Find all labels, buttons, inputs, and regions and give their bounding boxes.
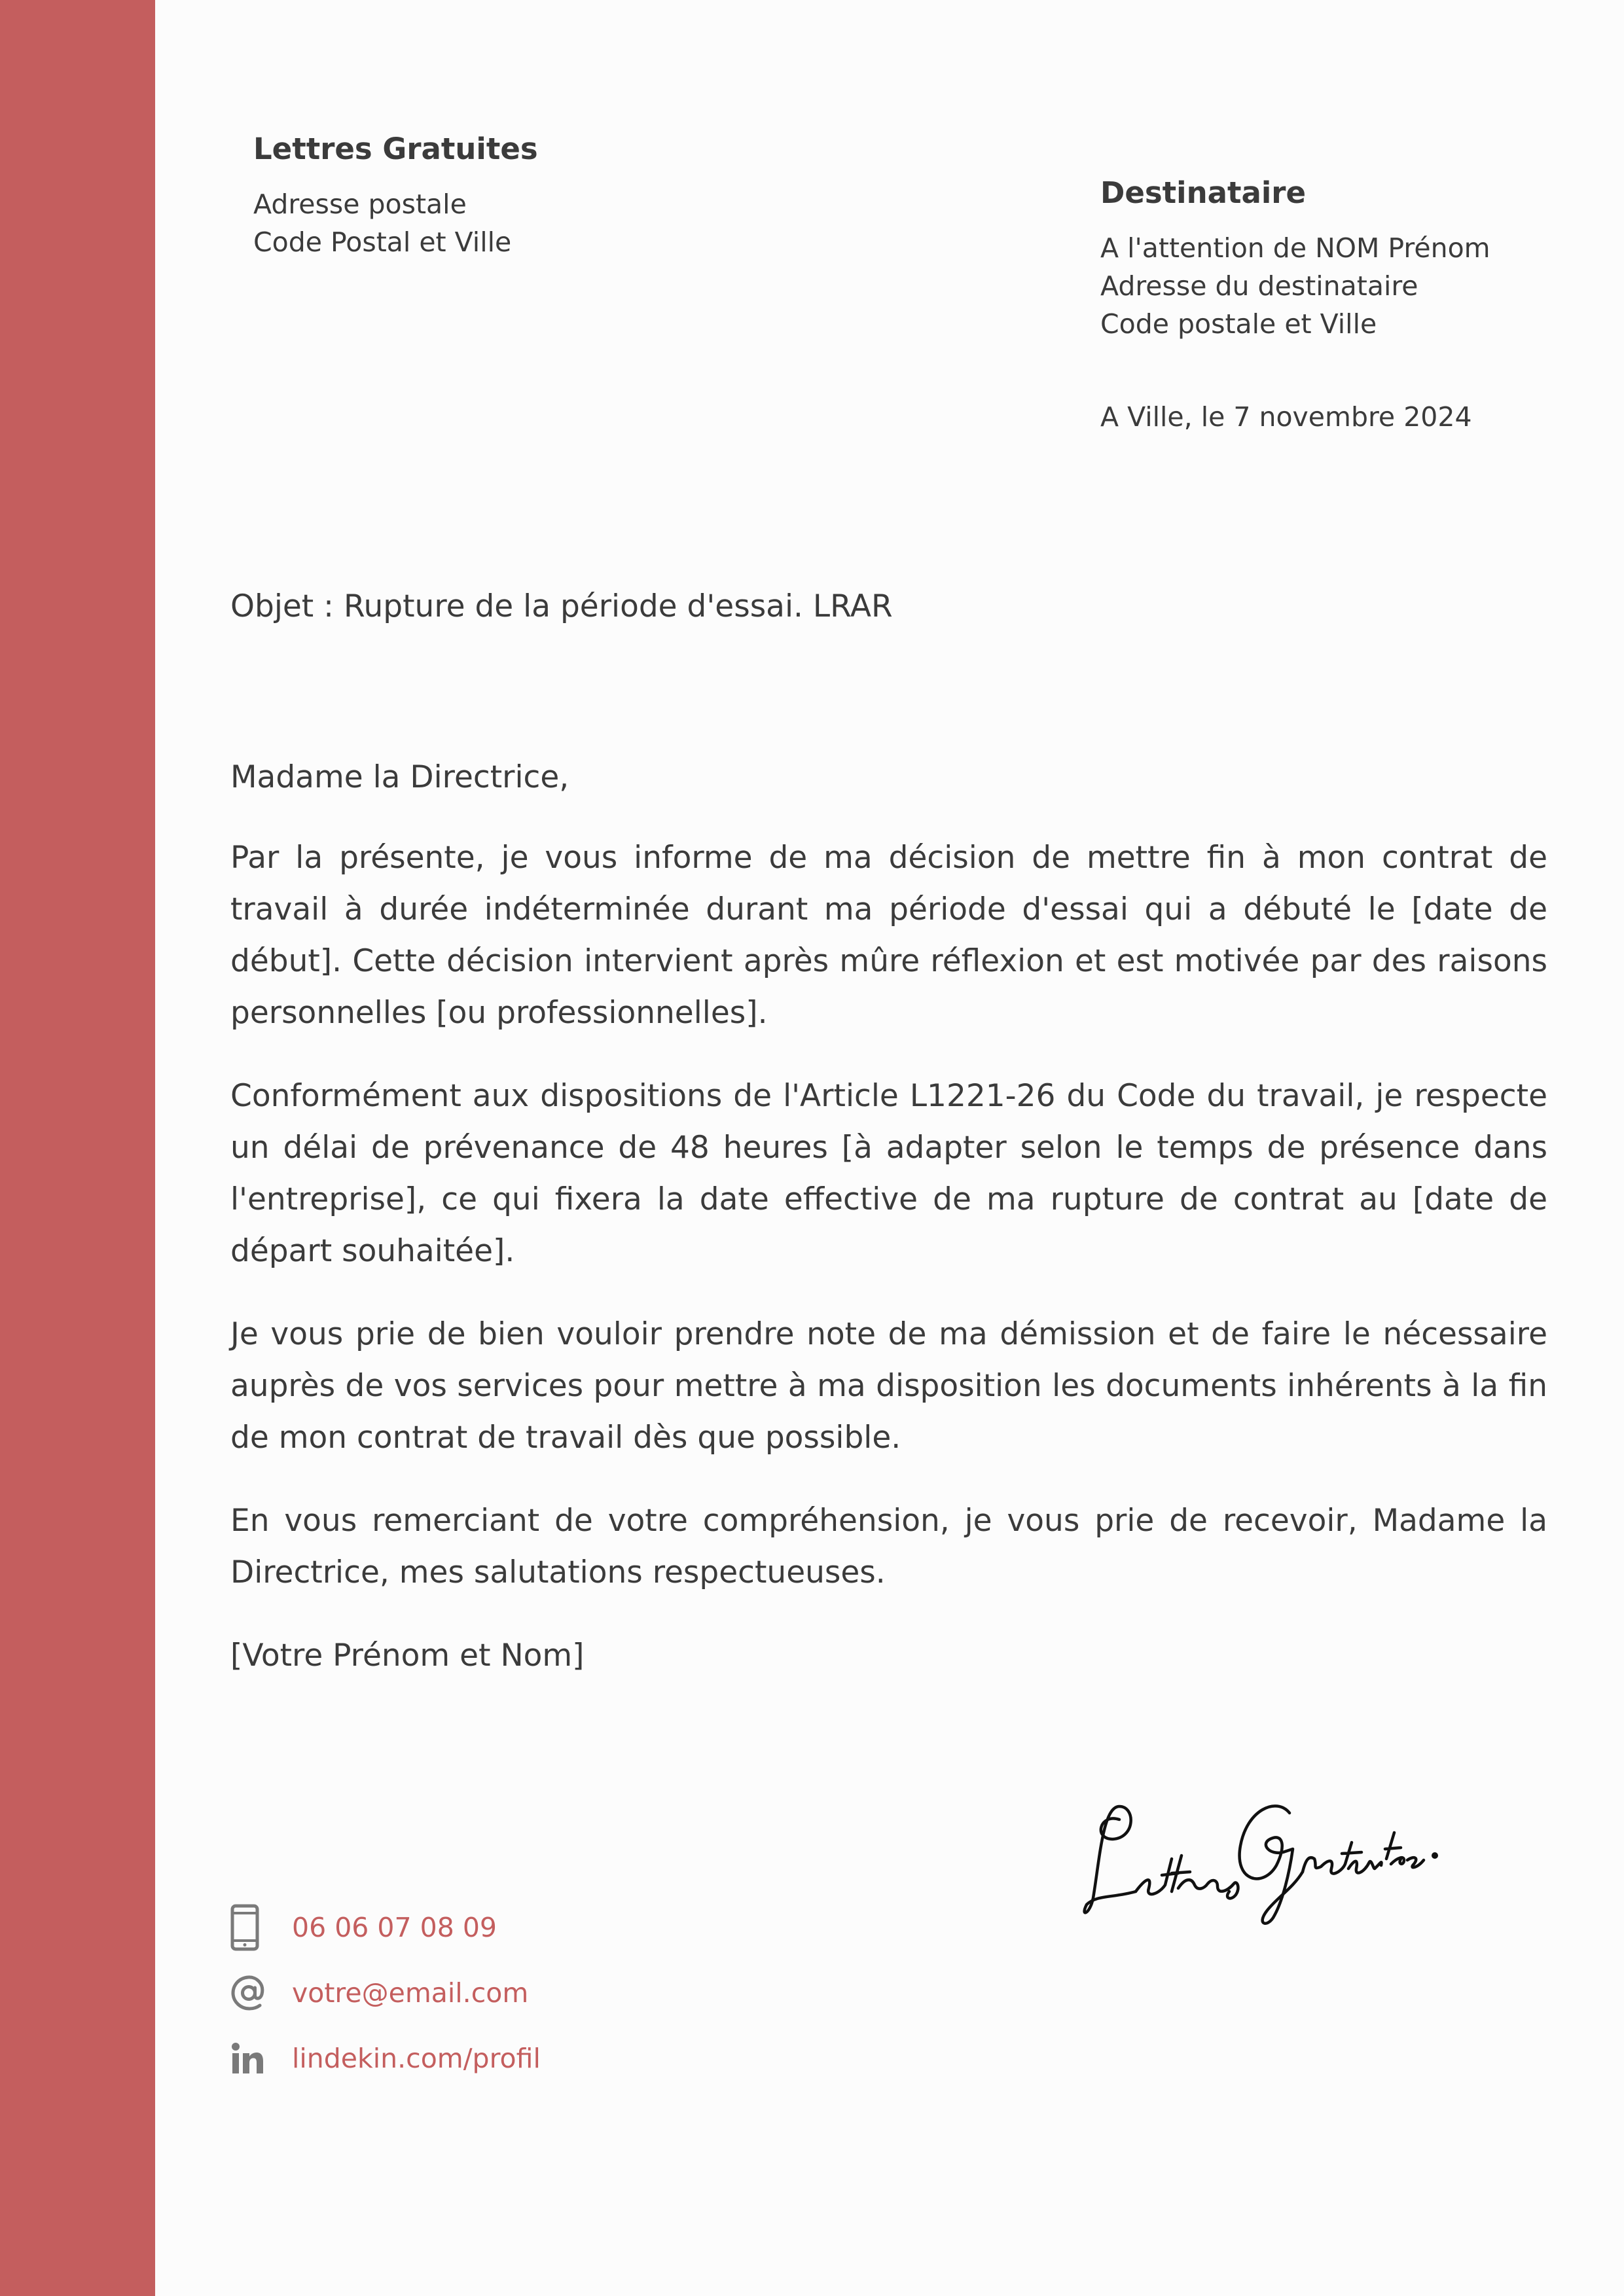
- email-address[interactable]: votre@email.com: [292, 1977, 529, 2009]
- phone-number[interactable]: 06 06 07 08 09: [292, 1912, 497, 1943]
- contact-phone: [230, 1895, 541, 1960]
- contact-list: [230, 1895, 541, 2091]
- sender-block: [253, 128, 842, 261]
- recipient-address: Adresse du destinataire: [1100, 270, 1418, 302]
- phone-icon: [230, 1904, 278, 1951]
- handwritten-signature: [1074, 1761, 1453, 1931]
- at-sign-icon: [230, 1969, 278, 2017]
- letter-paragraph: Par la présente, je vous informe de ma décision de mettre fin à mon contrat de travail à durée indéterminée durant ma période d'essai qui a débuté le [date de début]. Cette décision intervient après mûre réflexion et est motivée par des raisons personnelles [ou professionnelles].: [230, 840, 1547, 1031]
- sender-address: Adresse postale: [253, 188, 467, 220]
- letter-date: A Ville, le 7 novembre 2024: [1100, 401, 1472, 433]
- recipient-title: Destinataire: [1100, 175, 1307, 210]
- letter-paragraph: En vous remerciant de votre compréhension, je vous prie de recevoir, Madame la Directrice, mes salutations respectueuses.: [230, 1503, 1547, 1590]
- recipient-city: Code postale et Ville: [1100, 308, 1377, 340]
- linkedin-url[interactable]: lindekin.com/profil: [292, 2043, 541, 2074]
- recipient-block: [1100, 171, 1598, 343]
- letter-subject: Objet : Rupture de la période d'essai. LRAR: [230, 588, 893, 624]
- contact-email: [230, 1960, 541, 2026]
- contact-linkedin: [230, 2026, 541, 2091]
- recipient-attention: A l'attention de NOM Prénom: [1100, 232, 1490, 264]
- letter-paragraph: Je vous prie de bien vouloir prendre note de ma démission et de faire le nécessaire auprès de vos services pour mettre à ma disposition les documents inhérents à la fin de mon contrat de travail dès que possible.: [230, 1316, 1547, 1456]
- sender-city: Code Postal et Ville: [253, 226, 512, 258]
- accent-sidebar: [0, 0, 155, 2296]
- letter-body: [230, 751, 1547, 1713]
- letter-paragraph: Conformément aux dispositions de l'Article L1221-26 du Code du travail, je respecte un délai de prévenance de 48 heures [à adapter selon le temps de présence dans l'entreprise], ce qui fixera la date effective de ma rupture de contrat au [date de départ souhaitée].: [230, 1078, 1547, 1269]
- signature-placeholder: [Votre Prénom et Nom]: [230, 1638, 585, 1674]
- linkedin-icon: [230, 2035, 278, 2082]
- letter-salutation: Madame la Directrice,: [230, 759, 569, 795]
- sender-name: Lettres Gratuites: [253, 132, 538, 166]
